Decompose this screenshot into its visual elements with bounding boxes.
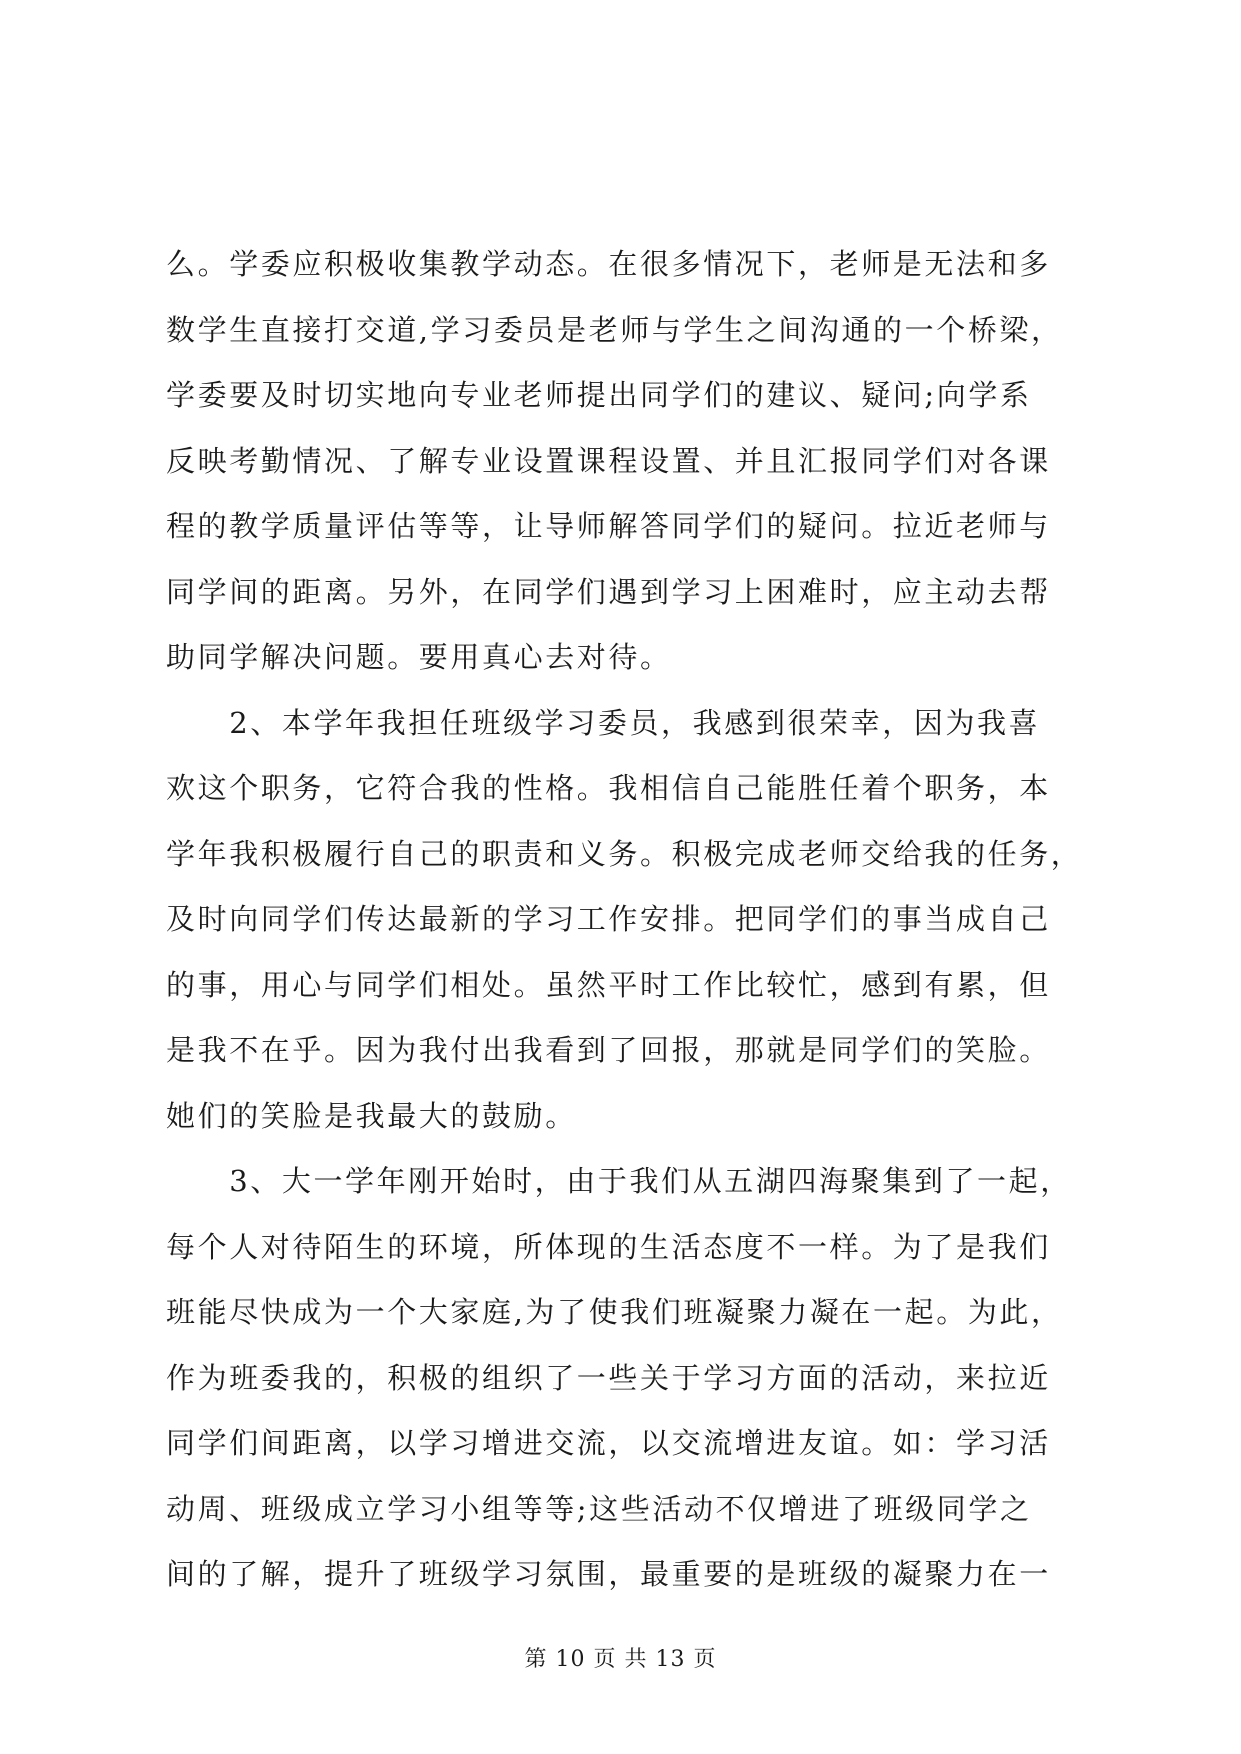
text-line: 同学们间距离，以学习增进交流，以交流增进友谊。如：学习活 bbox=[166, 1426, 1051, 1460]
text-line: 的事，用心与同学们相处。虽然平时工作比较忙，感到有累，但 bbox=[166, 967, 1051, 1002]
text-line: 学年我积极履行自己的职责和义务。积极完成老师交给我的任务， bbox=[166, 836, 1083, 871]
text-line: 么。学委应积极收集教学动态。在很多情况下，老师是无法和多 bbox=[166, 247, 1051, 281]
text-line: 动周、班级成立学习小组等等;这些活动不仅增进了班级同学之 bbox=[166, 1491, 1032, 1526]
text-line: 间的了解，提升了班级学习氛围，最重要的是班级的凝聚力在一 bbox=[166, 1557, 1051, 1591]
text-line: 助同学解决问题。要用真心去对待。 bbox=[166, 640, 672, 674]
text-line: 及时向同学们传达最新的学习工作安排。把同学们的事当成自己 bbox=[166, 902, 1051, 936]
text-line: 班能尽快成为一个大家庭,为了使我们班凝聚力凝在一起。为此， bbox=[166, 1295, 1063, 1329]
text-line: 欢这个职务，它符合我的性格。我相信自己能胜任着个职务，本 bbox=[166, 771, 1051, 805]
text-line: 作为班委我的，积极的组织了一些关于学习方面的活动，来拉近 bbox=[166, 1360, 1051, 1395]
text-line: 程的教学质量评估等等，让导师解答同学们的疑问。拉近老师与 bbox=[166, 509, 1051, 543]
text-line: 3、大一学年刚开始时，由于我们从五湖四海聚集到了一起， bbox=[166, 1164, 1072, 1198]
text-line: 同学间的距离。另外，在同学们遇到学习上困难时，应主动去帮 bbox=[166, 574, 1051, 609]
body-text bbox=[166, 232, 1126, 1608]
text-line: 数学生直接打交道,学习委员是老师与学生之间沟通的一个桥梁， bbox=[166, 312, 1063, 347]
text-line: 每个人对待陌生的环境，所体现的生活态度不一样。为了是我们 bbox=[166, 1229, 1051, 1264]
page-number-footer: 第 10 页 共 13 页 bbox=[524, 1647, 717, 1672]
text-line: 2、本学年我担任班级学习委员，我感到很荣幸，因为我喜 bbox=[166, 705, 1041, 740]
text-line: 她们的笑脸是我最大的鼓励。 bbox=[166, 1098, 577, 1133]
text-line: 是我不在乎。因为我付出我看到了回报，那就是同学们的笑脸。 bbox=[166, 1033, 1051, 1067]
text-line: 学委要及时切实地向专业老师提出同学们的建议、疑问;向学系 bbox=[166, 378, 1032, 412]
text-line: 反映考勤情况、了解专业设置课程设置、并且汇报同学们对各课 bbox=[166, 443, 1051, 478]
